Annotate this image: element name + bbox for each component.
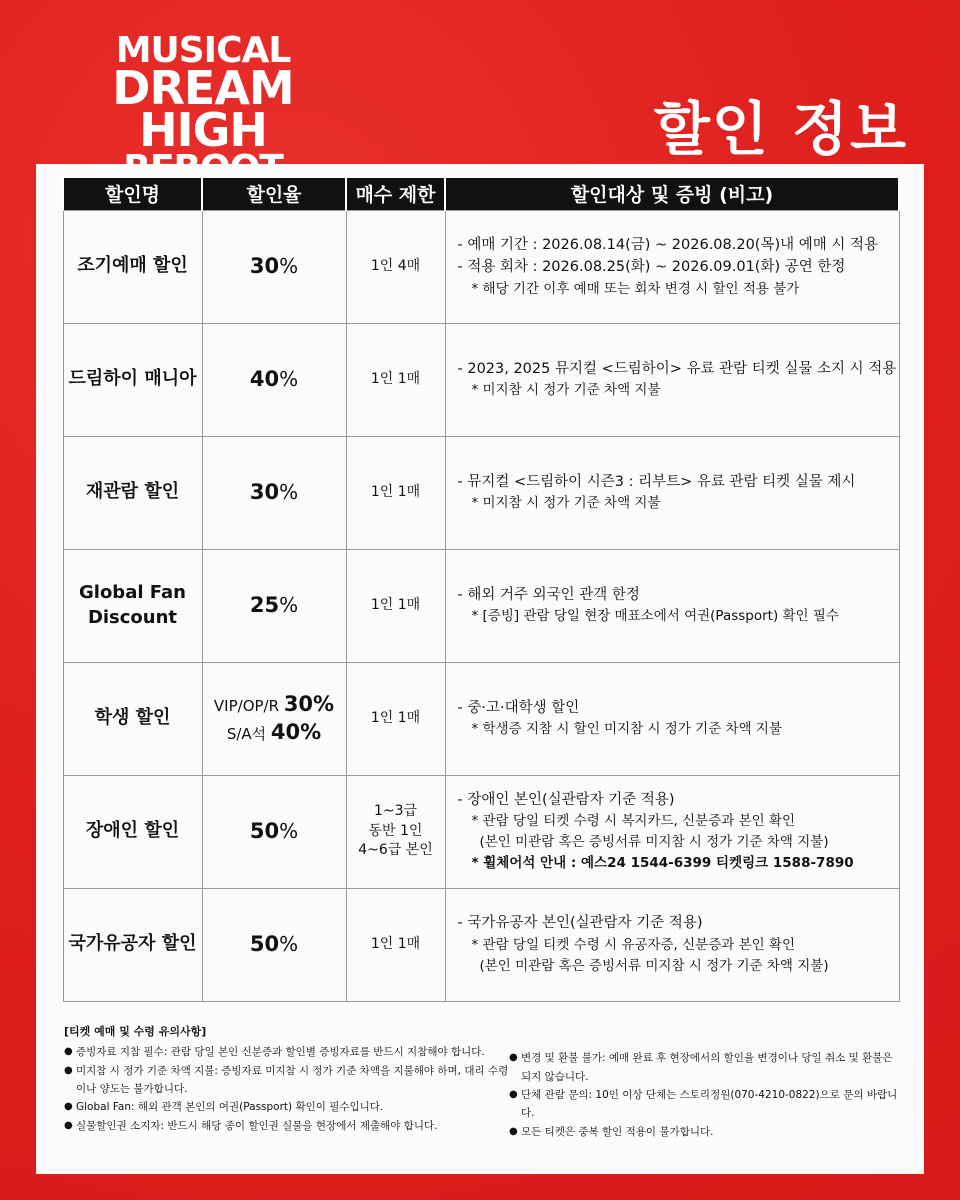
table-row [63, 549, 899, 662]
ticket-limit [346, 775, 445, 888]
discount-name: 장애인 할인 [63, 775, 202, 888]
ticket-limit: 1인 1매 [346, 888, 445, 1001]
notice-text: 모든 티켓은 중복 할인 적용이 불가합니다. [521, 1125, 714, 1138]
notice-text: Global Fan: 해외 관객 본인의 여권(Passport) 확인이 필수입니다. [76, 1101, 384, 1114]
detail-line-note: * 학생증 지참 시 할인 미지참 시 정가 기준 차액 지불 [471, 721, 782, 738]
rate-unit: % [279, 593, 299, 617]
discount-rate [202, 323, 346, 436]
table-row [63, 210, 899, 323]
table-row [63, 436, 899, 549]
table-header-row [63, 178, 899, 210]
rate-value: 40% [270, 719, 322, 744]
notice-text: 단체 관람 문의: 10인 이상 단체는 스토리정원(070-4210-0822)으로 문의 바랍니다. [521, 1089, 898, 1120]
header-discount-rate: 할인율 [202, 178, 346, 210]
detail-line-paren: (본인 미관람 혹은 증빙서류 미지참 시 정가 기준 차액 지불) [479, 957, 829, 974]
discount-name: 재관람 할인 [63, 436, 202, 549]
detail-line-note: * 해당 기간 이후 예매 또는 회차 변경 시 할인 적용 불가 [471, 280, 800, 297]
page-title: 할인 정보 [653, 95, 908, 163]
detail-line-note: * 관람 당일 티켓 수령 시 복지카드, 신분증과 본인 확인 [471, 813, 796, 830]
notice-text: 실물할인권 소지자: 반드시 해당 종이 할인권 실물을 현장에서 제출해야 합니다. [76, 1119, 438, 1132]
rate-value: 50 [249, 932, 280, 956]
rate-line [203, 691, 346, 719]
ticket-limit: 1인 1매 [346, 549, 445, 662]
notice-item [64, 1062, 509, 1099]
bullet-icon: ● [64, 1064, 73, 1076]
eligibility-details [445, 888, 899, 1001]
detail-line-note: * 미지참 시 정가 기준 차액 지불 [471, 495, 661, 512]
discount-rate [202, 436, 346, 549]
notice-text: 증빙자료 지참 필수: 관람 당일 본인 신분증과 할인별 증빙자료를 반드시 지참해야 합니다. [76, 1046, 485, 1059]
notice-item [64, 1098, 509, 1116]
limit-line: 동반 1인 [368, 822, 423, 839]
rate-unit: % [279, 254, 299, 278]
limit-line: 1~3급 [373, 803, 418, 820]
table-row [63, 888, 899, 1001]
logo-line-dream-high: DREAM HIGH [112, 61, 294, 158]
musical-logo [48, 30, 358, 185]
notice-section [64, 1022, 900, 1141]
notice-left-column [64, 1043, 509, 1141]
rate-value: 40 [249, 367, 280, 391]
notice-item [509, 1123, 899, 1141]
content-panel [36, 164, 924, 1174]
notice-item [509, 1086, 899, 1123]
eligibility-details [445, 775, 899, 888]
detail-line-main: - 뮤지컬 <드림하이 시즌3 : 리부트> 유료 관람 티켓 실물 제시 [457, 473, 856, 490]
bullet-icon: ● [509, 1089, 518, 1100]
rate-value: 25 [249, 593, 280, 617]
bullet-icon: ● [509, 1125, 518, 1137]
discount-name: 국가유공자 할인 [63, 888, 202, 1001]
eligibility-details [445, 549, 899, 662]
detail-line-main: - 장애인 본인(실관람자 기준 적용) [457, 791, 675, 808]
discount-rate [202, 775, 346, 888]
detail-line-note: * 미지참 시 정가 기준 차액 지불 [471, 382, 661, 399]
detail-line-main: - 2023, 2025 뮤지컬 <드림하이> 유료 관람 티켓 실물 소지 시 적용 [457, 360, 897, 377]
discount-rate [202, 888, 346, 1001]
discount-name: 드림하이 매니아 [63, 323, 202, 436]
detail-line-main: - 적용 회차 : 2026.08.25(화) ~ 2026.09.01(화) 공연 한정 [457, 259, 846, 276]
discount-name: 학생 할인 [63, 662, 202, 775]
detail-line-contact: * 휠체어석 안내 : 예스24 1544-6399 티켓링크 1588-7890 [471, 855, 854, 872]
table-row [63, 662, 899, 775]
detail-line-main: - 국가유공자 본인(실관람자 기준 적용) [457, 915, 703, 932]
rate-line [203, 719, 346, 747]
rate-value: 30 [249, 254, 280, 278]
discount-rate [202, 549, 346, 662]
header-ticket-limit: 매수 제한 [346, 178, 445, 210]
eligibility-details [445, 436, 899, 549]
notice-right-column [509, 1043, 899, 1141]
notice-item [64, 1117, 509, 1135]
detail-line-main: - 해외 거주 외국인 관객 한정 [457, 586, 640, 603]
rate-unit: % [279, 932, 299, 956]
notice-item [64, 1043, 509, 1061]
rate-unit: % [279, 367, 299, 391]
header-eligibility: 할인대상 및 증빙 (비고) [445, 178, 899, 210]
limit-line: 4~6급 본인 [358, 842, 433, 859]
discount-rate [202, 662, 346, 775]
eligibility-details [445, 662, 899, 775]
rate-value: 50 [249, 819, 280, 843]
eligibility-details [445, 210, 899, 323]
notice-text: 변경 및 환불 불가: 예매 완료 후 현장에서의 할인율 변경이나 당일 취소 및 환불은 되지 않습니다. [521, 1052, 893, 1083]
rate-unit: % [279, 819, 299, 843]
detail-line-note: * [증빙] 관람 당일 현장 매표소에서 여권(Passport) 확인 필수 [471, 608, 839, 625]
rate-seat-label: S/A석 [226, 724, 271, 743]
discount-rate [202, 210, 346, 323]
logo-line-musical: MUSICAL [115, 30, 291, 71]
ticket-limit: 1인 1매 [346, 662, 445, 775]
rate-seat-label: VIP/OP/R [213, 697, 284, 715]
bullet-icon: ● [64, 1119, 73, 1131]
notice-text: 미지참 시 정가 기준 차액 지불: 증빙자료 미지참 시 정가 기준 차액을 지불해야 하며, 대리 수령이나 양도는 불가합니다. [76, 1064, 509, 1095]
bullet-icon: ● [64, 1046, 73, 1058]
bullet-icon: ● [64, 1101, 73, 1113]
bullet-icon: ● [509, 1052, 518, 1064]
table-row [63, 775, 899, 888]
discount-name: Global Fan Discount [63, 549, 202, 662]
notice-title: [티켓 예매 및 수령 유의사항] [64, 1025, 207, 1038]
ticket-limit: 1인 1매 [346, 436, 445, 549]
discount-table [62, 178, 900, 1002]
notice-item [509, 1049, 899, 1086]
table-row [63, 323, 899, 436]
detail-line-paren: (본인 미관람 혹은 증빙서류 미지참 시 정가 기준 차액 지불) [479, 834, 829, 851]
detail-line-note: * 관람 당일 티켓 수령 시 유공자증, 신분증과 본인 확인 [471, 936, 796, 953]
rate-unit: % [279, 480, 299, 504]
discount-name: 조기예매 할인 [63, 210, 202, 323]
rate-value: 30 [249, 480, 280, 504]
ticket-limit: 1인 4매 [346, 210, 445, 323]
header-discount-name: 할인명 [63, 178, 202, 210]
detail-line-main: - 중·고·대학생 할인 [457, 699, 580, 716]
ticket-limit: 1인 1매 [346, 323, 445, 436]
detail-line-main: - 예매 기간 : 2026.08.14(금) ~ 2026.08.20(목)내 예매 시 적용 [457, 236, 879, 253]
rate-value: 30% [283, 692, 335, 716]
eligibility-details [445, 323, 899, 436]
